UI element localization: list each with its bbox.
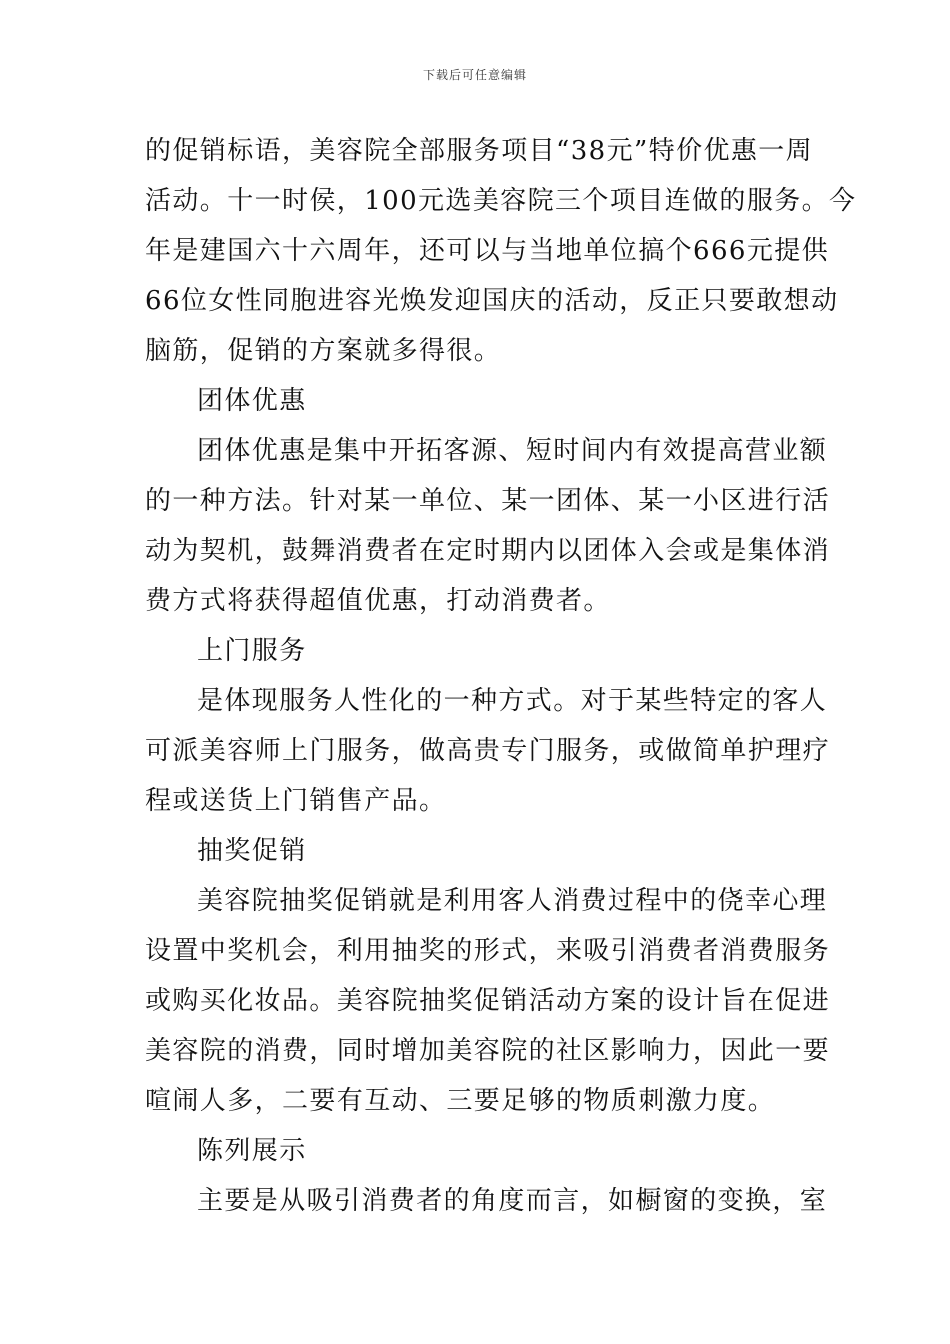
text-line: 程或送货上门销售产品。 <box>145 786 447 816</box>
text-line: 主要是从吸引消费者的角度而言，如橱窗的变换，室 <box>197 1186 828 1216</box>
section-heading-display: 陈列展示 <box>197 1136 307 1166</box>
text-line: 喧闹人多，二要有互动、三要足够的物质刺激力度。 <box>145 1086 776 1116</box>
text-line: 活动。十一时侯，100元选美容院三个项目连做的服务。今 <box>145 186 857 216</box>
text-line: 设置中奖机会，利用抽奖的形式，来吸引消费者消费服务 <box>145 936 831 966</box>
section-heading-lottery: 抽奖促销 <box>197 836 307 866</box>
page-header: 下载后可任意编辑 <box>422 68 527 82</box>
section-heading-home-service: 上门服务 <box>197 636 307 666</box>
section-heading-group-discount: 团体优惠 <box>197 386 307 416</box>
text-line: 可派美容师上门服务，做高贵专门服务，或做简单护理疗 <box>145 736 831 766</box>
text-line: 动为契机，鼓舞消费者在定时期内以团体入会或是集体消 <box>145 536 831 566</box>
text-line: 的一种方法。针对某一单位、某一团体、某一小区进行活 <box>145 486 831 516</box>
text-line: 费方式将获得超值优惠，打动消费者。 <box>145 586 611 616</box>
text-line: 是体现服务人性化的一种方式。对于某些特定的客人 <box>197 686 828 716</box>
text-line: 脑筋，促销的方案就多得很。 <box>145 336 502 366</box>
text-line: 年是建国六十六周年，还可以与当地单位搞个666元提供 <box>145 236 830 266</box>
text-line: 66位女性同胞进容光焕发迎国庆的活动，反正只要敢想动 <box>145 286 839 316</box>
text-line: 美容院的消费，同时增加美容院的社区影响力，因此一要 <box>145 1036 831 1066</box>
text-line: 或购买化妆品。美容院抽奖促销活动方案的设计旨在促进 <box>145 986 831 1016</box>
document-body <box>145 126 857 1226</box>
text-line: 美容院抽奖促销就是利用客人消费过程中的侥幸心理 <box>197 886 828 916</box>
text-line: 的促销标语，美容院全部服务项目“38元”特价优惠一周 <box>145 136 814 166</box>
text-line: 团体优惠是集中开拓客源、短时间内有效提高营业额 <box>197 436 828 466</box>
